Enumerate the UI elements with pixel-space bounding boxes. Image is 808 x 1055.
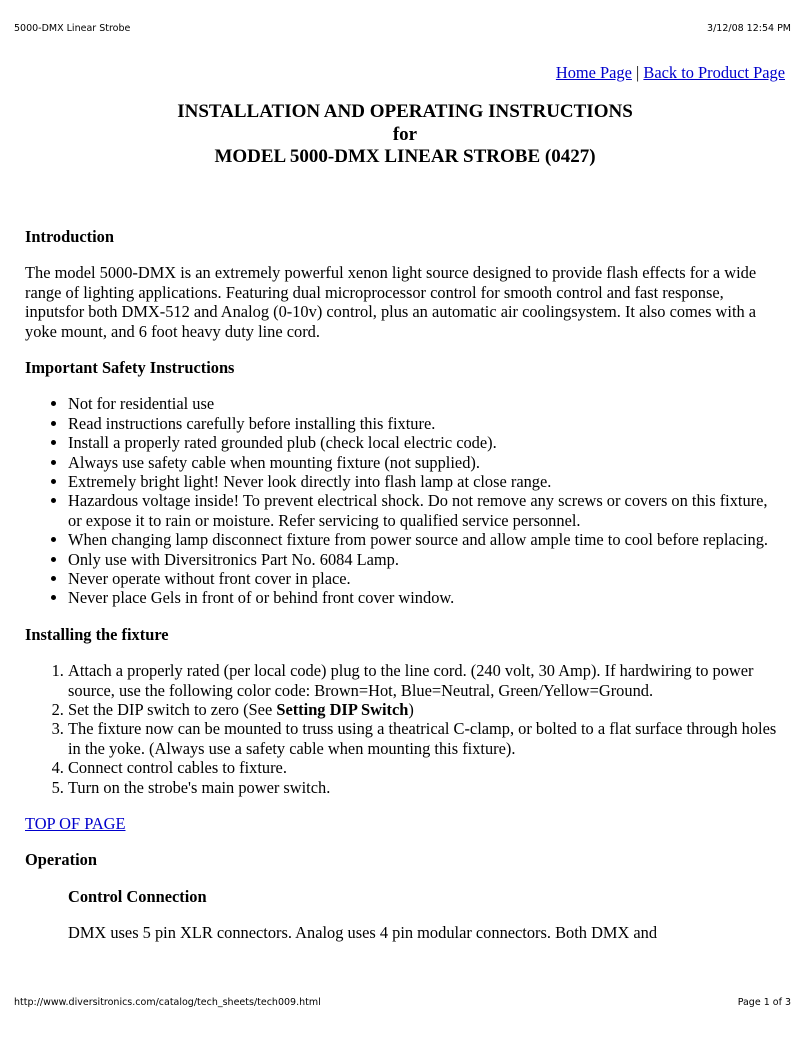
title-line-1: INSTALLATION AND OPERATING INSTRUCTIONS <box>177 101 633 123</box>
install-step-2-suffix: ) <box>408 700 414 720</box>
home-page-link[interactable]: Home Page <box>555 63 632 82</box>
dip-switch-reference: Setting DIP Switch <box>276 700 409 720</box>
list-item: • Read instructions carefully before installing this fixture. <box>68 414 785 433</box>
back-to-product-link[interactable]: Back to Product Page <box>643 63 785 82</box>
install-step-2 <box>68 700 785 719</box>
introduction-heading: Introduction <box>25 226 114 246</box>
control-connection-heading: Control Connection <box>68 886 207 906</box>
introduction-text: The model 5000-DMX is an extremely powerful xenon light source designed to provide flash effects for a wide range of lighting applications. Featuring dual microprocessor control for smooth control and fast response, inputsfor both DMX-512 and Analog (0-10v) control, plus an automatic air coolingsystem. It also comes with a yoke mount, and 6 foot heavy duty line cord. <box>25 263 757 341</box>
print-header-datetime: 3/12/08 12:54 PM <box>707 23 791 34</box>
document-body <box>25 63 785 960</box>
print-footer-page-number: Page 1 of 3 <box>737 997 791 1008</box>
list-item: • Never place Gels in front of or behind front cover window. <box>68 588 785 607</box>
list-item: • Only use with Diversitronics Part No. 6084 Lamp. <box>68 550 785 569</box>
safety-heading: Important Safety Instructions <box>25 357 235 377</box>
list-item: • Not for residential use <box>68 394 785 413</box>
operation-heading: Operation <box>25 850 97 870</box>
list-item: • When changing lamp disconnect fixture from power source and allow ample time to cool before replacing. <box>68 530 785 549</box>
page-title <box>25 101 785 169</box>
nav-separator: | <box>636 63 640 82</box>
title-line-3: MODEL 5000-DMX LINEAR STROBE (0427) <box>214 146 596 168</box>
print-header-title: 5000-DMX Linear Strobe <box>14 23 131 34</box>
installing-heading: Installing the fixture <box>25 624 169 644</box>
install-step-1: 1. Attach a properly rated (per local code) plug to the line cord. (240 volt, 30 Amp). If hardwiring to power source, use the following color code: Brown=Hot, Blue=Neutral, Green/Yellow=Ground. <box>68 661 785 700</box>
list-item: • Hazardous voltage inside! To prevent electrical shock. Do not remove any screws or covers on this fixture, or expose it to rain or moisture. Refer servicing to qualified service personnel. <box>68 491 785 530</box>
list-item: • Always use safety cable when mounting fixture (not supplied). <box>68 453 785 472</box>
install-step-5: 5. Turn on the strobe's main power switch. <box>68 778 785 797</box>
top-navigation <box>25 63 785 82</box>
title-line-2: for <box>392 123 418 145</box>
list-item: • Install a properly rated grounded plub (check local electric code). <box>68 433 785 452</box>
install-step-3: 3. The fixture now can be mounted to truss using a theatrical C-clamp, or bolted to a flat surface through holes in the yoke. (Always use a safety cable when mounting this fixture). <box>68 719 785 758</box>
list-item: • Never operate without front cover in place. <box>68 569 785 588</box>
install-step-4: 4. Connect control cables to fixture. <box>68 758 785 777</box>
install-step-2-prefix: Set the DIP switch to zero (See <box>68 700 277 720</box>
print-footer-url: http://www.diversitronics.com/catalog/tech_sheets/tech009.html <box>14 997 321 1008</box>
safety-list <box>25 394 785 607</box>
installation-steps <box>25 661 785 797</box>
control-connection-text: DMX uses 5 pin XLR connectors. Analog uses 4 pin modular connectors. Both DMX and <box>68 923 658 943</box>
list-item: • Extremely bright light! Never look directly into flash lamp at close range. <box>68 472 785 491</box>
top-of-page-link[interactable]: TOP OF PAGE <box>25 814 126 834</box>
